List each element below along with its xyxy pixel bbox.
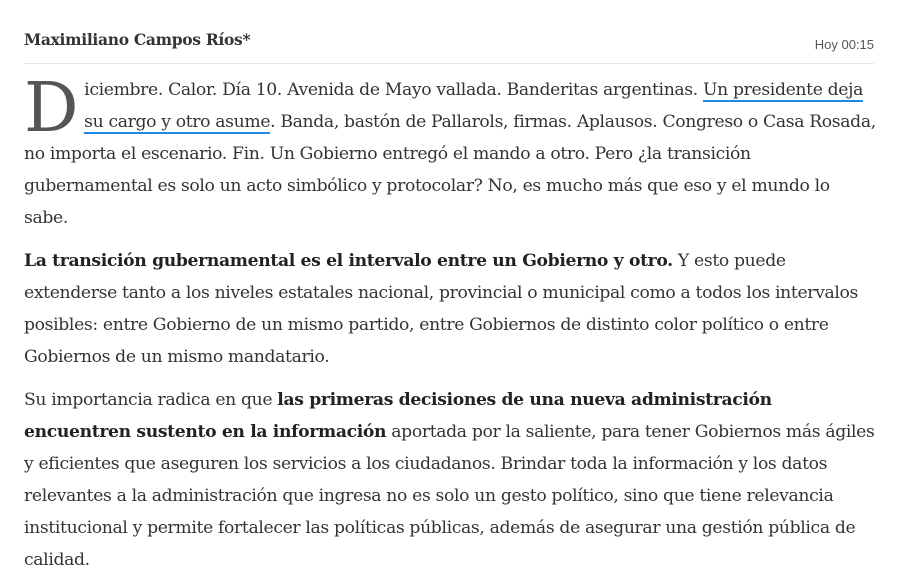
paragraph-text: Y esto puede extenderse tanto a los niveles estatales nacional, provincial o municipal como a todos los intervalos posibles: entre Gobierno de un mismo partido, entre Gobiernos de distinto color político o entre Gobiernos de un mismo mandatario.: [24, 251, 859, 367]
paragraph-3: [24, 384, 876, 576]
paragraph-text: iciembre. Calor. Día 10. Avenida de Mayo vallada. Banderitas argentinas.: [84, 80, 704, 100]
drop-cap: D: [24, 69, 79, 148]
publish-time: Hoy 00:15: [814, 37, 874, 52]
bold-text: La transición gubernamental es el intervalo entre un Gobierno y otro.: [24, 251, 673, 271]
paragraph-text: . Banda, bastón de Pallarols, firmas. Aplausos. Congreso o Casa Rosada, no importa el escenario. Fin. Un Gobierno entregó el mando a otro. Pero ¿la transición gubernamental es solo un acto simbólico y protocolar? No, es mucho más que eso y el mundo lo sabe.: [24, 112, 876, 228]
bold-text: las primeras decisiones de una nueva administración encuentren sustento en la información: [24, 390, 772, 442]
inline-link[interactable]: Un presidente deja su cargo y otro asume: [84, 80, 863, 132]
paragraph-text: Su importancia radica en que: [24, 390, 278, 410]
byline: [24, 0, 874, 64]
paragraph-1: [24, 69, 876, 234]
article-body: [24, 69, 876, 587]
author-name[interactable]: Maximiliano Campos Ríos*: [24, 30, 251, 49]
paragraph-2: [24, 245, 876, 373]
paragraph-text: aportada por la saliente, para tener Gobiernos más ágiles y eficientes que aseguren los servicios a los ciudadanos. Brindar toda la información y los datos relevantes a la administración que ingresa no es solo un gesto político, sino que tiene relevancia institucional y permite fortalecer las políticas públicas, además de asegurar una gestión pública de calidad.: [24, 422, 875, 570]
